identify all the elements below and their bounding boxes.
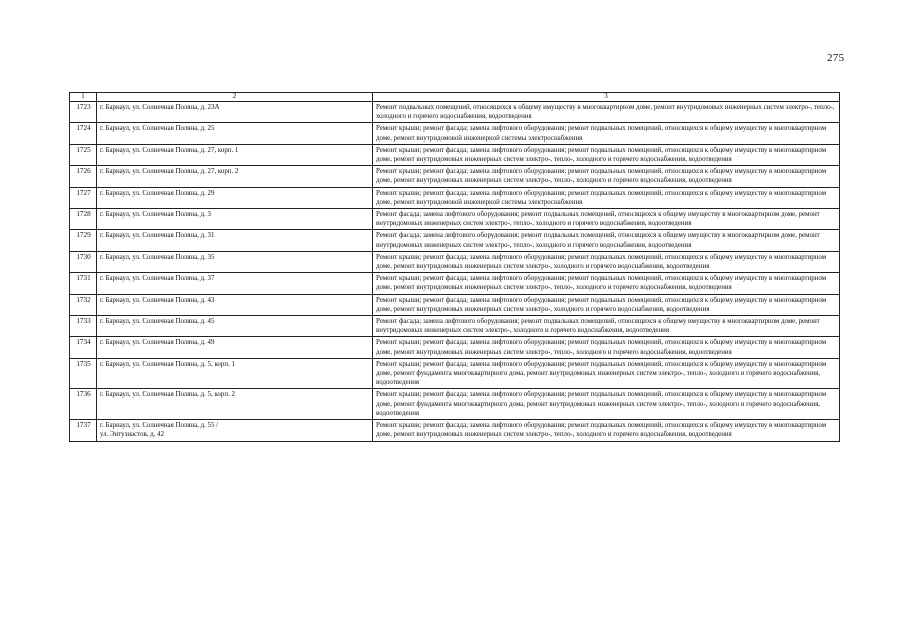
row-works: Ремонт крыши; ремонт фасада; замена лифтового оборудования; ремонт подвальных помещений, относящихся к общему имуществу в многоквартирном доме, ремонт внутридомовых инженерных систем электро-, тепло-, холодного и горячего водоснабжения, водоотведения [373,144,840,165]
table-row [70,294,840,315]
row-number: 1727 [70,187,97,208]
row-address: г. Барнаул, ул. Солнечная Поляна, д. 3 [97,209,373,230]
row-works: Ремонт крыши; ремонт фасада; замена лифтового оборудования; ремонт подвальных помещений, относящихся к общему имуществу в многоквартирном доме, ремонт внутридомовых инженерных систем электро-, холодного и горячего водоснабжения, водоотведения [373,294,840,315]
row-works: Ремонт крыши; ремонт фасада; замена лифтового оборудования; ремонт подвальных помещений, относящихся к общему имуществу в многоквартирном доме, ремонт фундамента многоквартирного дома, ремонт внутридомовых инженерных систем электро-, тепло-, холодного и горячего водоснабжения, водоотведения [373,358,840,389]
row-address: г. Барнаул, ул. Солнечная Поляна, д. 5, корп. 2 [97,389,373,420]
row-address: г. Барнаул, ул. Солнечная Поляна, д. 37 [97,273,373,294]
table-row [70,209,840,230]
page-number: 275 [827,52,845,64]
row-works: Ремонт крыши; ремонт фасада; замена лифтового оборудования; ремонт подвальных помещений, относящихся к общему имуществу в многоквартирном доме, ремонт внутридомовых инженерных систем электро-, тепло-, холодного и горячего водоснабжения, водоотведения [373,166,840,187]
row-address: г. Барнаул, ул. Солнечная Поляна, д. 27, корп. 2 [97,166,373,187]
row-number: 1733 [70,316,97,337]
row-address: г. Барнаул, ул. Солнечная Поляна, д. 31 [97,230,373,251]
row-number: 1723 [70,102,97,123]
row-address: г. Барнаул, ул. Солнечная Поляна, д. 29 [97,187,373,208]
row-works: Ремонт фасада; замена лифтового оборудования; ремонт подвальных помещений, относящихся к общему имуществу в многоквартирном доме, ремонт внутридомовых инженерных систем электро-, тепло-, холодного и горячего водоснабжения, водоотведения [373,209,840,230]
table-header [70,93,840,102]
row-works: Ремонт крыши; ремонт фасада; замена лифтового оборудования; ремонт подвальных помещений, относящихся к общему имуществу в многоквартирном доме, ремонт внутридомовых инженерных систем электро-, тепло-, холодного и горячего водоснабжения, водоотведения [373,420,840,441]
row-number: 1734 [70,337,97,358]
row-number: 1724 [70,123,97,144]
row-number: 1725 [70,144,97,165]
table-row [70,316,840,337]
row-works: Ремонт крыши; ремонт фасада; замена лифтового оборудования; ремонт подвальных помещений, относящихся к общему имуществу в многоквартирном доме, ремонт внутридомовых инженерных систем электро-, тепло-, холодного и горячего водоснабжения, водоотведения [373,337,840,358]
header-col-address: 2 [97,93,373,102]
row-number: 1731 [70,273,97,294]
table-row [70,337,840,358]
row-number: 1730 [70,251,97,272]
header-row [70,93,840,102]
row-address: г. Барнаул, ул. Солнечная Поляна, д. 35 [97,251,373,272]
row-address: г. Барнаул, ул. Солнечная Поляна, д. 27, корп. 1 [97,144,373,165]
row-number: 1736 [70,389,97,420]
row-address: г. Барнаул, ул. Солнечная Поляна, д. 25 [97,123,373,144]
row-address: г. Барнаул, ул. Солнечная Поляна, д. 43 [97,294,373,315]
row-works: Ремонт крыши; ремонт фасада; замена лифтового оборудования; ремонт подвальных помещений, относящихся к общему имуществу в многоквартирном доме, ремонт внутридомовой инженерной системы электроснабжения [373,187,840,208]
header-col-number: 1 [70,93,97,102]
row-number: 1735 [70,358,97,389]
table-row [70,358,840,389]
table-row [70,102,840,123]
row-address: г. Барнаул, ул. Солнечная Поляна, д. 55 / ул. Энтузиастов, д. 42 [97,420,373,441]
table-row [70,230,840,251]
row-number: 1737 [70,420,97,441]
row-works: Ремонт фасада; замена лифтового оборудования; ремонт подвальных помещений, относящихся к общему имуществу в многоквартирном доме, ремонт внутридомовых инженерных систем электро-, холодного и горячего водоснабжения, водоотведения [373,316,840,337]
table-row [70,420,840,441]
row-address: г. Барнаул, ул. Солнечная Поляна, д. 49 [97,337,373,358]
table-row [70,166,840,187]
table-row [70,389,840,420]
row-works: Ремонт крыши; ремонт фасада; замена лифтового оборудования; ремонт подвальных помещений, относящихся к общему имуществу в многоквартирном доме, ремонт фундамента многоквартирного дома, ремонт внутридомовых инженерных систем электро-, тепло-, холодного и горячего водоснабжения, водоотведения [373,389,840,420]
row-works: Ремонт фасада; замена лифтового оборудования; ремонт подвальных помещений, относящихся к общему имуществу в многоквартирном доме, ремонт внутридомовых инженерных систем электро-, тепло-, холодного и горячего водоснабжения, водоотведения [373,230,840,251]
housing-repair-table [69,92,840,442]
table-row [70,273,840,294]
row-number: 1732 [70,294,97,315]
header-col-works: 3 [373,93,840,102]
row-works: Ремонт подвальных помещений, относящихся к общему имуществу в многоквартирном доме, ремонт внутридомовых инженерных систем электро-, тепло-, холодного и горячего водоснабжения, водоотведения [373,102,840,123]
table-row [70,123,840,144]
row-works: Ремонт крыши; ремонт фасада; замена лифтового оборудования; ремонт подвальных помещений, относящихся к общему имуществу в многоквартирном доме, ремонт внутридомовой инженерной системы электроснабжения [373,123,840,144]
row-works: Ремонт крыши; ремонт фасада; замена лифтового оборудования; ремонт подвальных помещений, относящихся к общему имуществу в многоквартирном доме, ремонт внутридомовых инженерных систем электро-, тепло-, холодного и горячего водоснабжения, водоотведения [373,273,840,294]
row-number: 1728 [70,209,97,230]
row-address: г. Барнаул, ул. Солнечная Поляна, д. 23А [97,102,373,123]
row-address: г. Барнаул, ул. Солнечная Поляна, д. 5, корп. 1 [97,358,373,389]
table-row [70,251,840,272]
table-row [70,187,840,208]
row-address: г. Барнаул, ул. Солнечная Поляна, д. 45 [97,316,373,337]
table-row [70,144,840,165]
row-number: 1729 [70,230,97,251]
row-number: 1726 [70,166,97,187]
row-works: Ремонт крыши; ремонт фасада; замена лифтового оборудования; ремонт подвальных помещений, относящихся к общему имуществу в многоквартирном доме, ремонт внутридомовых инженерных систем электро-, холодного и горячего водоснабжения, водоотведения [373,251,840,272]
table-body [70,102,840,442]
